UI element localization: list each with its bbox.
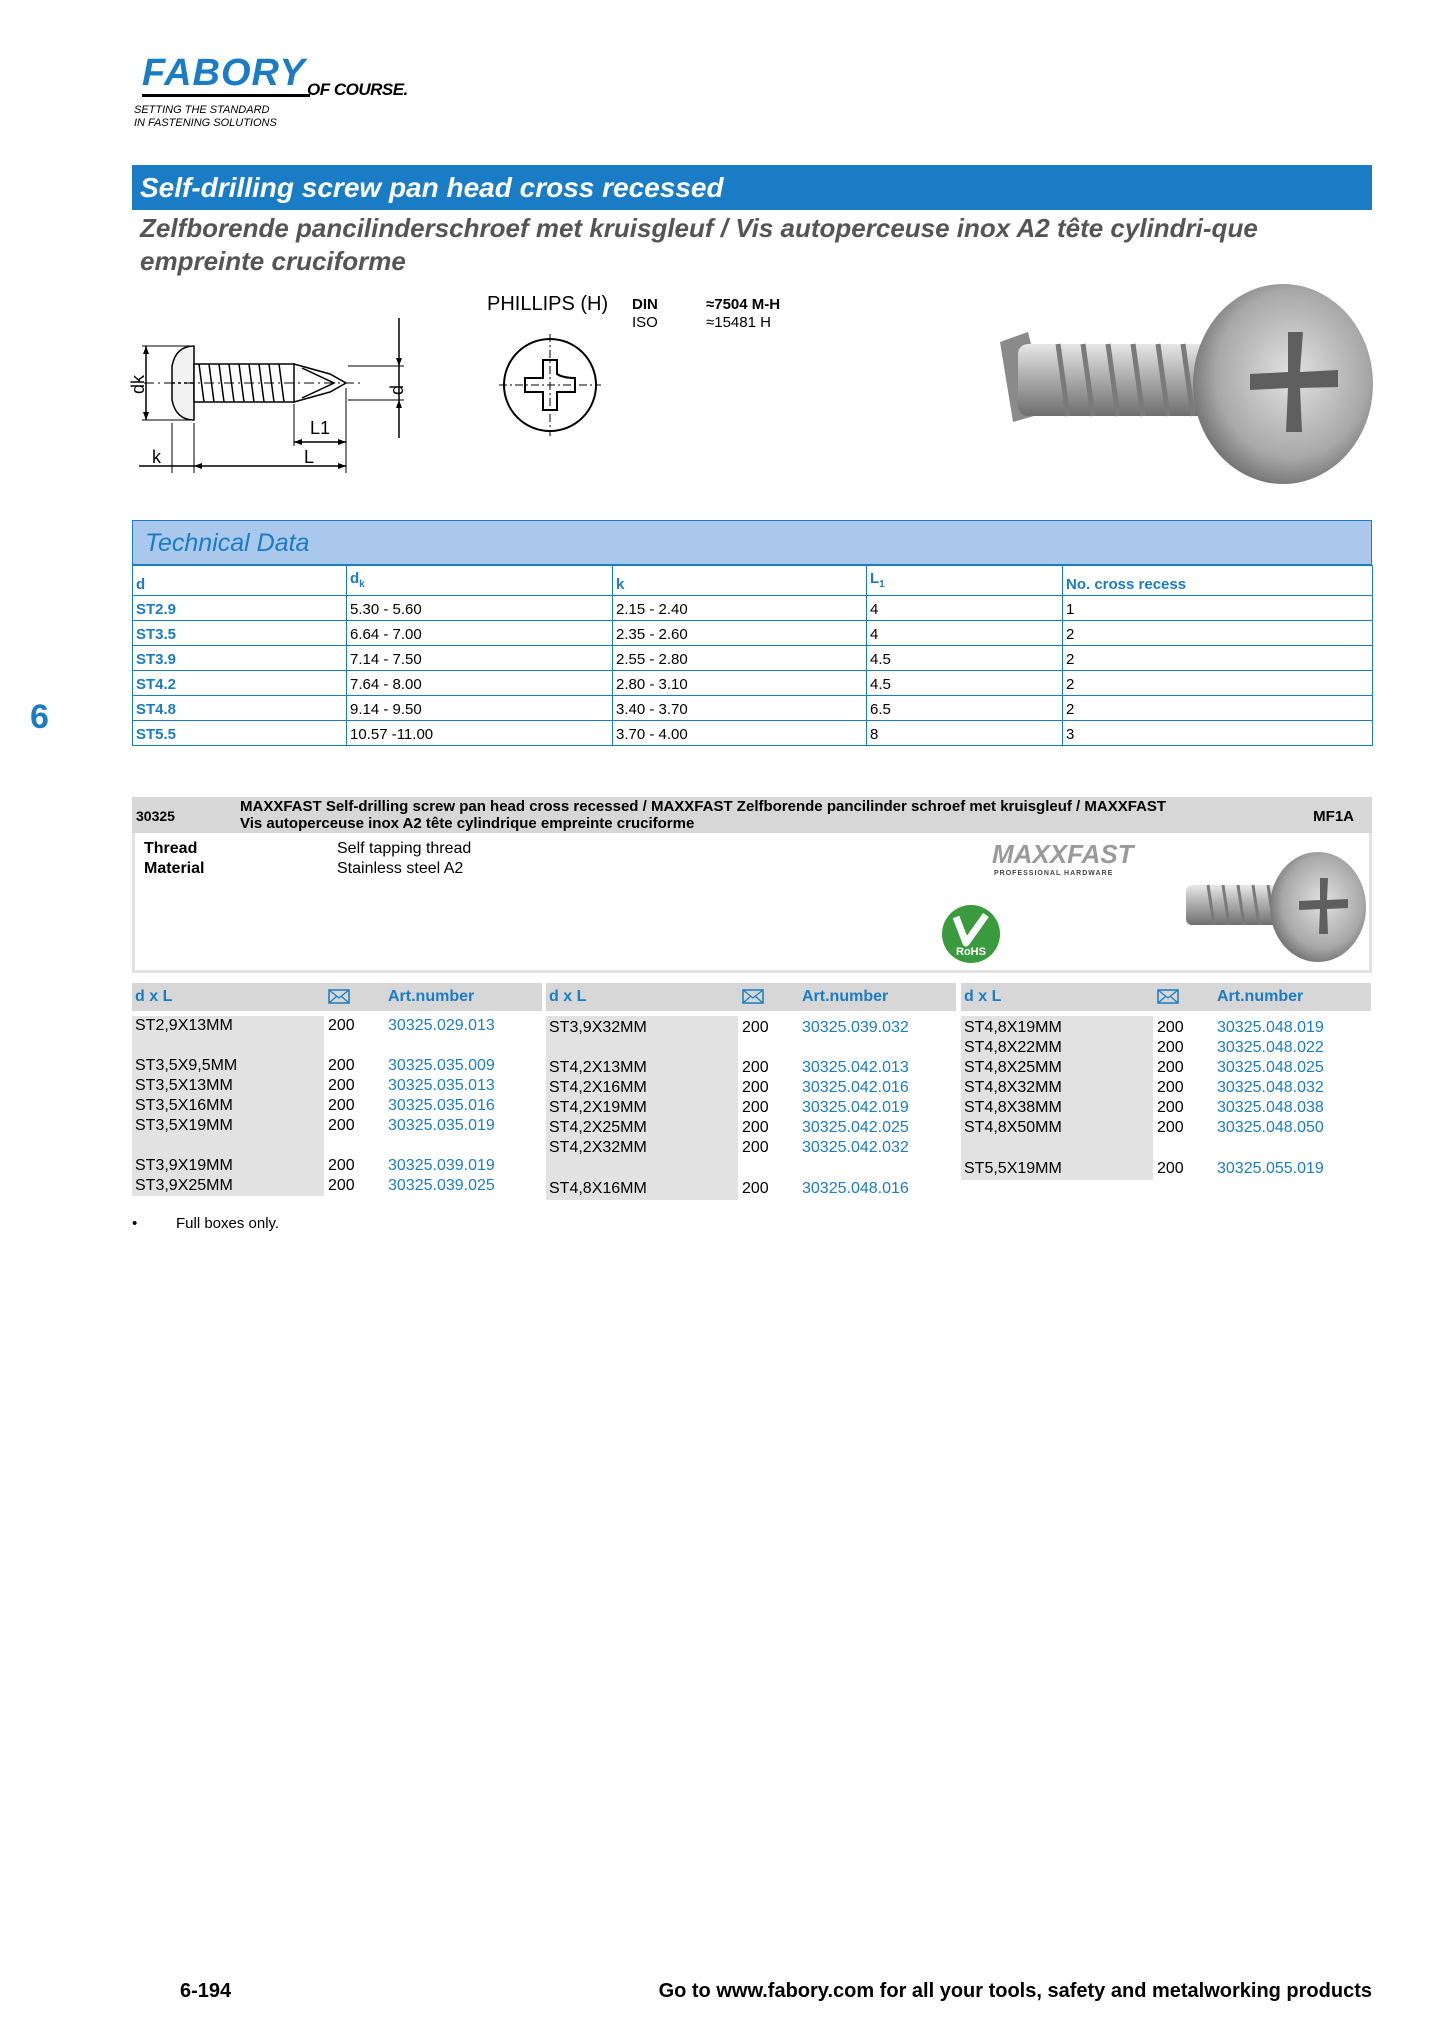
article-column-2 (546, 983, 956, 1200)
svg-text:RoHS: RoHS (956, 946, 986, 958)
article-header (132, 983, 542, 1011)
header-artnumber: Art.number (802, 988, 889, 1005)
article-size: ST2,9X13MM (135, 1017, 233, 1034)
cell-cross-recess: 2 (1063, 671, 1373, 696)
article-header (546, 983, 956, 1011)
article-size: ST4,2X19MM (549, 1099, 647, 1116)
envelope-icon (742, 989, 764, 1004)
cell-d: ST3.5 (133, 621, 347, 646)
col-cross-recess: No. cross recess (1063, 566, 1373, 596)
list-item (546, 1098, 956, 1118)
footnote-bullet: • (132, 1215, 138, 1232)
label-L1: L1 (310, 418, 331, 438)
technical-data-title: Technical Data (145, 529, 310, 557)
cell-dk: 7.64 - 8.00 (347, 671, 613, 696)
article-number[interactable]: 30325.048.022 (1217, 1039, 1324, 1056)
article-size: ST3,5X9,5MM (135, 1057, 238, 1074)
logo-wordmark: FABORY (142, 52, 306, 94)
logo-tagline (134, 104, 277, 130)
article-number[interactable]: 30325.048.032 (1217, 1079, 1324, 1096)
article-size: ST3,9X25MM (135, 1177, 233, 1194)
list-item (961, 1038, 1371, 1058)
title-bar (132, 165, 1372, 210)
product-code: 30325 (136, 808, 175, 824)
logo-slogan: OF COURSE. (307, 80, 408, 99)
article-qty: 200 (742, 1079, 769, 1096)
article-qty: 200 (1157, 1039, 1184, 1056)
list-item (961, 1098, 1371, 1118)
label-d: d (387, 384, 407, 395)
product-description-line-1: MAXXFAST Self-drilling screw pan head cross recessed / MAXXFAST Zelfborende pancilinder schroef met kruisgleuf / MAXXFAST (240, 798, 1167, 815)
cell-d: ST4.8 (133, 696, 347, 721)
article-size: ST4,2X25MM (549, 1119, 647, 1136)
standard-iso-key: ISO (632, 314, 658, 331)
article-qty: 200 (328, 1157, 355, 1174)
spec-label-material: Material (144, 860, 205, 877)
article-size: ST4,8X16MM (549, 1180, 647, 1197)
cell-cross-recess: 2 (1063, 621, 1373, 646)
article-qty: 200 (742, 1119, 769, 1136)
logo-tagline-line-2: IN FASTENING SOLUTIONS (134, 117, 277, 129)
technical-data-header-row (133, 566, 1373, 596)
article-size: ST3,5X16MM (135, 1097, 233, 1114)
list-item (546, 1138, 956, 1158)
article-number[interactable]: 30325.042.032 (802, 1139, 909, 1156)
article-number[interactable]: 30325.029.013 (388, 1017, 495, 1034)
list-item (961, 1058, 1371, 1078)
technical-data-header (132, 520, 1372, 565)
product-photo-small (1178, 850, 1368, 965)
list-item (546, 1118, 956, 1138)
cell-d: ST4.2 (133, 671, 347, 696)
article-size: ST4,8X32MM (964, 1079, 1062, 1096)
article-number[interactable]: 30325.039.019 (388, 1157, 495, 1174)
recess-type-label: PHILLIPS (H) (487, 293, 609, 315)
article-header (961, 983, 1371, 1011)
cell-dk: 10.57 -11.00 (347, 721, 613, 746)
article-number[interactable]: 30325.048.016 (802, 1180, 909, 1197)
article-number[interactable]: 30325.048.050 (1217, 1119, 1324, 1136)
article-size: ST4,8X25MM (964, 1059, 1062, 1076)
article-qty: 200 (1157, 1099, 1184, 1116)
product-grade: MF1A (1313, 808, 1354, 825)
article-qty: 200 (1157, 1019, 1184, 1036)
chapter-number: 6 (30, 698, 49, 736)
article-size: ST3,5X13MM (135, 1077, 233, 1094)
screw-product-photo (988, 292, 1373, 492)
article-qty: 200 (1157, 1160, 1184, 1177)
article-qty: 200 (328, 1117, 355, 1134)
article-number[interactable]: 30325.048.025 (1217, 1059, 1324, 1076)
screw-dimension-drawing (128, 288, 474, 478)
col-k: k (613, 566, 867, 596)
article-size: ST4,8X19MM (964, 1019, 1062, 1036)
list-item (546, 1018, 956, 1038)
cell-dk: 6.64 - 7.00 (347, 621, 613, 646)
article-body (546, 1016, 956, 1200)
header-dxl: d x L (964, 988, 1002, 1005)
article-size: ST3,9X32MM (549, 1019, 647, 1036)
table-row (133, 621, 1373, 646)
cell-k: 2.80 - 3.10 (613, 671, 867, 696)
cell-l1: 6.5 (867, 696, 1063, 721)
list-item (961, 1118, 1371, 1138)
article-qty: 200 (742, 1180, 769, 1197)
cell-l1: 4.5 (867, 646, 1063, 671)
footnote (132, 1215, 279, 1232)
cell-dk: 9.14 - 9.50 (347, 696, 613, 721)
cell-cross-recess: 3 (1063, 721, 1373, 746)
article-number[interactable]: 30325.035.016 (388, 1097, 495, 1114)
logo-rule (142, 94, 310, 97)
list-item (132, 1056, 542, 1076)
article-number[interactable]: 30325.048.019 (1217, 1019, 1324, 1036)
standard-din (632, 296, 780, 314)
cell-d: ST3.9 (133, 646, 347, 671)
list-item (546, 1078, 956, 1098)
article-qty: 200 (328, 1017, 355, 1034)
article-size: ST3,5X19MM (135, 1117, 233, 1134)
article-number[interactable]: 30325.039.032 (802, 1019, 909, 1036)
article-qty: 200 (742, 1019, 769, 1036)
list-item (961, 1018, 1371, 1038)
header-artnumber: Art.number (388, 988, 475, 1005)
article-qty: 200 (328, 1177, 355, 1194)
col-l1: $L_1$ (867, 566, 1063, 596)
page-number: 6-194 (180, 1980, 232, 2002)
logo-tagline-line-1: SETTING THE STANDARD (134, 104, 270, 116)
header-dxl: d x L (549, 988, 587, 1005)
svg-text:PROFESSIONAL HARDWARE: PROFESSIONAL HARDWARE (994, 870, 1114, 877)
article-size: ST5,5X19MM (964, 1160, 1062, 1177)
article-size: ST3,9X19MM (135, 1157, 233, 1174)
article-number[interactable]: 30325.035.013 (388, 1077, 495, 1094)
technical-data (132, 520, 1372, 746)
article-qty: 200 (328, 1077, 355, 1094)
cell-d: ST5.5 (133, 721, 347, 746)
article-body (961, 1016, 1371, 1180)
page-title: Self-drilling screw pan head cross recessed (140, 172, 724, 203)
table-row (133, 696, 1373, 721)
label-dk: dk (128, 374, 148, 394)
standard-din-value: ≈7504 M-H (706, 296, 781, 313)
article-column-1 (132, 983, 542, 1196)
page-subtitle: Zelfborende pancilinderschroef met kruisgleuf / Vis autoperceuse inox A2 tête cylindri-que empreinte cruciforme (140, 213, 1258, 276)
maxxfast-logo (988, 838, 1153, 878)
product-details (132, 833, 1372, 973)
product-header (132, 797, 1372, 833)
list-item (546, 1179, 956, 1199)
spec-label-thread: Thread (144, 840, 198, 857)
article-number[interactable]: 30325.042.025 (802, 1119, 909, 1136)
list-item (132, 1076, 542, 1096)
article-qty: 200 (328, 1097, 355, 1114)
envelope-icon (1157, 989, 1179, 1004)
table-row (133, 721, 1373, 746)
cell-l1: 4.5 (867, 671, 1063, 696)
label-k: k (152, 447, 161, 467)
technical-data-table (132, 565, 1373, 746)
cell-cross-recess: 2 (1063, 646, 1373, 671)
table-row (133, 646, 1373, 671)
article-qty: 200 (742, 1059, 769, 1076)
product-description (240, 798, 1240, 832)
cell-k: 3.70 - 4.00 (613, 721, 867, 746)
article-number[interactable]: 30325.042.016 (802, 1079, 909, 1096)
phillips-recess-drawing (495, 330, 605, 440)
article-number[interactable]: 30325.035.019 (388, 1117, 495, 1134)
col-d: d (133, 566, 347, 596)
spec-value-thread: Self tapping thread (337, 840, 472, 857)
list-item (132, 1116, 542, 1136)
product-description-line-2: Vis autoperceuse inox A2 tête cylindrique empreinte cruciforme (240, 815, 695, 832)
cell-k: 2.35 - 2.60 (613, 621, 867, 646)
article-qty: 200 (742, 1099, 769, 1116)
cell-cross-recess: 2 (1063, 696, 1373, 721)
cell-l1: 4 (867, 621, 1063, 646)
cell-l1: 8 (867, 721, 1063, 746)
article-size: ST4,8X22MM (964, 1039, 1062, 1056)
article-qty: 200 (1157, 1079, 1184, 1096)
list-item (132, 1176, 542, 1196)
cell-d: ST2.9 (133, 596, 347, 621)
rohs-badge (940, 903, 1002, 965)
standard-iso (632, 314, 780, 332)
envelope-icon (328, 989, 350, 1004)
cell-cross-recess: 1 (1063, 596, 1373, 621)
header-artnumber: Art.number (1217, 988, 1304, 1005)
fabory-logo (134, 52, 424, 132)
article-size: ST4,8X50MM (964, 1119, 1062, 1136)
svg-text:MAXXFAST: MAXXFAST (992, 839, 1134, 869)
list-item (546, 1058, 956, 1078)
article-number[interactable]: 30325.042.019 (802, 1099, 909, 1116)
article-number[interactable]: 30325.039.025 (388, 1177, 495, 1194)
article-size: ST4,2X32MM (549, 1139, 647, 1156)
cell-k: 2.15 - 2.40 (613, 596, 867, 621)
label-L: L (304, 447, 315, 467)
article-size: ST4,8X38MM (964, 1099, 1062, 1116)
cell-l1: 4 (867, 596, 1063, 621)
article-size: ST4,2X13MM (549, 1059, 647, 1076)
article-qty: 200 (328, 1057, 355, 1074)
standard-din-key: DIN (632, 296, 658, 313)
article-number[interactable]: 30325.042.013 (802, 1059, 909, 1076)
article-number[interactable]: 30325.048.038 (1217, 1099, 1324, 1116)
cell-k: 3.40 - 3.70 (613, 696, 867, 721)
spec-value-material: Stainless steel A2 (337, 860, 464, 877)
cell-k: 2.55 - 2.80 (613, 646, 867, 671)
article-number[interactable]: 30325.055.019 (1217, 1160, 1324, 1177)
list-item (961, 1159, 1371, 1179)
footnote-text: Full boxes only. (176, 1215, 280, 1232)
col-dk: $d_k$ (347, 566, 613, 596)
cell-dk: 5.30 - 5.60 (347, 596, 613, 621)
cell-dk: 7.14 - 7.50 (347, 646, 613, 671)
list-item (132, 1156, 542, 1176)
list-item (961, 1078, 1371, 1098)
article-qty: 200 (1157, 1059, 1184, 1076)
article-qty: 200 (1157, 1119, 1184, 1136)
article-body (132, 1016, 542, 1196)
standard-iso-value: ≈15481 H (706, 314, 771, 331)
footer-text: Go to www.fabory.com for all your tools, safety and metalworking products (658, 1980, 1372, 2002)
article-size: ST4,2X16MM (549, 1079, 647, 1096)
article-number[interactable]: 30325.035.009 (388, 1057, 495, 1074)
article-column-3 (961, 983, 1371, 1180)
header-dxl: d x L (135, 988, 173, 1005)
article-qty: 200 (742, 1139, 769, 1156)
table-row (133, 596, 1373, 621)
list-item (132, 1016, 542, 1036)
standards-table (632, 296, 780, 332)
table-row (133, 671, 1373, 696)
list-item (132, 1096, 542, 1116)
